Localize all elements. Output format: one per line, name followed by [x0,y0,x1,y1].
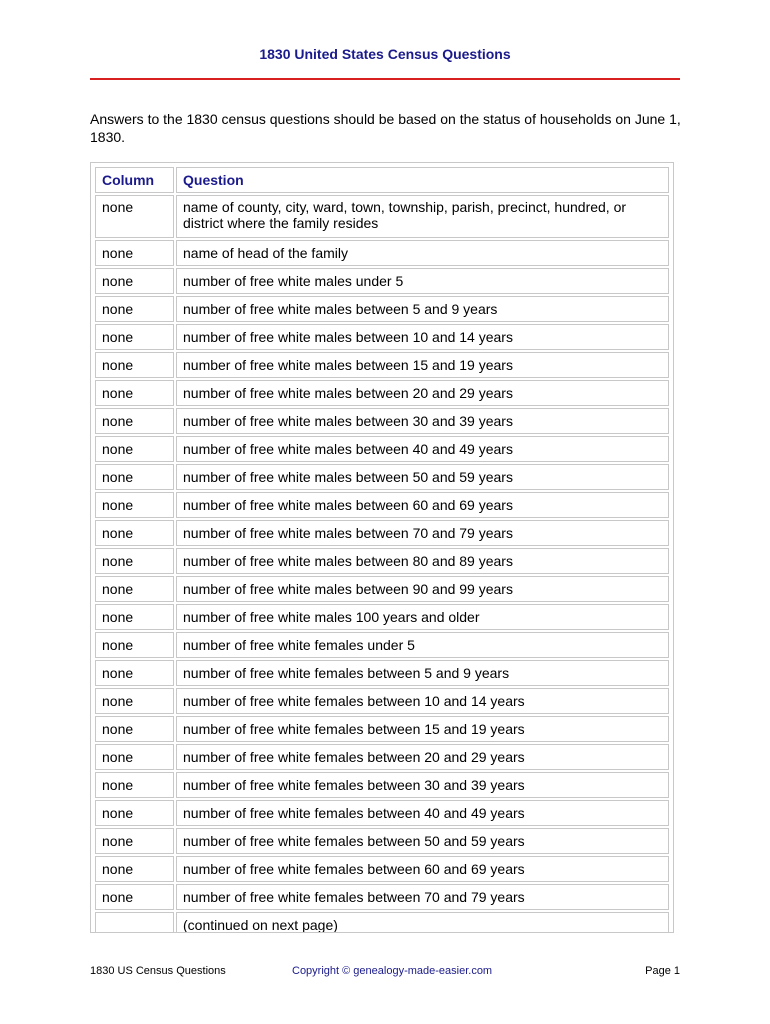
table-row [95,604,669,630]
footer-document-name: 1830 US Census Questions [90,965,226,977]
column-cell: none [95,632,174,658]
table-row [95,380,669,406]
table-row [95,492,669,518]
question-cell: (continued on next page) [176,912,669,933]
table-row [95,268,669,294]
table-row [95,828,669,854]
column-cell: none [95,716,174,742]
column-cell: none [95,296,174,322]
table-row [95,352,669,378]
question-cell: number of free white males between 10 and 14 years [176,324,669,350]
table-row [95,296,669,322]
intro-paragraph: Answers to the 1830 census questions should be based on the status of households on June 1, 1830. [90,111,681,145]
question-cell: number of free white females between 40 and 49 years [176,800,669,826]
question-cell: number of free white females between 5 and 9 years [176,660,669,686]
question-cell: number of free white females between 10 and 14 years [176,688,669,714]
question-cell: number of free white males between 5 and 9 years [176,296,669,322]
question-cell: number of free white males between 50 and 59 years [176,464,669,490]
column-cell: none [95,660,174,686]
table-row [95,688,669,714]
column-header: Column [95,167,174,193]
question-cell: number of free white females under 5 [176,632,669,658]
table-row [95,240,669,266]
column-cell: none [95,352,174,378]
table-row [95,436,669,462]
question-cell: number of free white females between 70 and 79 years [176,884,669,910]
question-cell: number of free white males under 5 [176,268,669,294]
question-cell: number of free white males between 80 and 89 years [176,548,669,574]
column-cell: none [95,268,174,294]
footer-page-number: Page 1 [645,965,680,977]
column-cell: none [95,380,174,406]
table-row [95,800,669,826]
question-cell: number of free white females between 15 and 19 years [176,716,669,742]
table-row [95,324,669,350]
footer-copyright: Copyright © genealogy-made-easier.com [292,965,493,977]
column-cell: none [95,828,174,854]
question-cell: number of free white females between 60 and 69 years [176,856,669,882]
table-row [95,660,669,686]
table-row [95,884,669,910]
question-cell: name of head of the family [176,240,669,266]
table-row [95,408,669,434]
column-cell: none [95,688,174,714]
column-cell [95,912,174,933]
column-cell: none [95,324,174,350]
question-cell: number of free white females between 30 and 39 years [176,772,669,798]
column-cell: none [95,408,174,434]
question-cell: number of free white males between 40 and 49 years [176,436,669,462]
table-row [95,772,669,798]
table-row [95,632,669,658]
column-cell: none [95,520,174,546]
question-cell: number of free white males between 70 and 79 years [176,520,669,546]
question-cell: number of free white males between 90 and 99 years [176,576,669,602]
question-cell: number of free white females between 20 and 29 years [176,744,669,770]
table-row [95,716,669,742]
column-cell: none [95,436,174,462]
question-header: Question [176,167,669,193]
question-cell: number of free white females between 50 and 59 years [176,828,669,854]
table-row [95,856,669,882]
column-cell: none [95,492,174,518]
question-cell: number of free white males between 20 and 29 years [176,380,669,406]
column-cell: none [95,604,174,630]
column-cell: none [95,240,174,266]
question-cell: number of free white males between 15 and 19 years [176,352,669,378]
question-cell: number of free white males 100 years and older [176,604,669,630]
question-cell: number of free white males between 30 and 39 years [176,408,669,434]
column-cell: none [95,800,174,826]
table-row [95,744,669,770]
census-questions-table-container [90,162,674,933]
page-title: 1830 United States Census Questions [259,46,511,62]
census-questions-table [93,165,671,933]
table-row [95,548,669,574]
table-row [95,576,669,602]
table-header-row [95,167,669,193]
column-cell: none [95,464,174,490]
question-cell: name of county, city, ward, town, township, parish, precinct, hundred, or district where the family resides [176,195,669,238]
table-row [95,464,669,490]
table-row-continued [95,912,669,933]
table-row [95,195,669,238]
question-cell: number of free white males between 60 and 69 years [176,492,669,518]
column-cell: none [95,884,174,910]
column-cell: none [95,744,174,770]
column-cell: none [95,548,174,574]
column-cell: none [95,772,174,798]
column-cell: none [95,856,174,882]
table-row [95,520,669,546]
column-cell: none [95,195,174,238]
title-divider [90,78,680,80]
column-cell: none [95,576,174,602]
